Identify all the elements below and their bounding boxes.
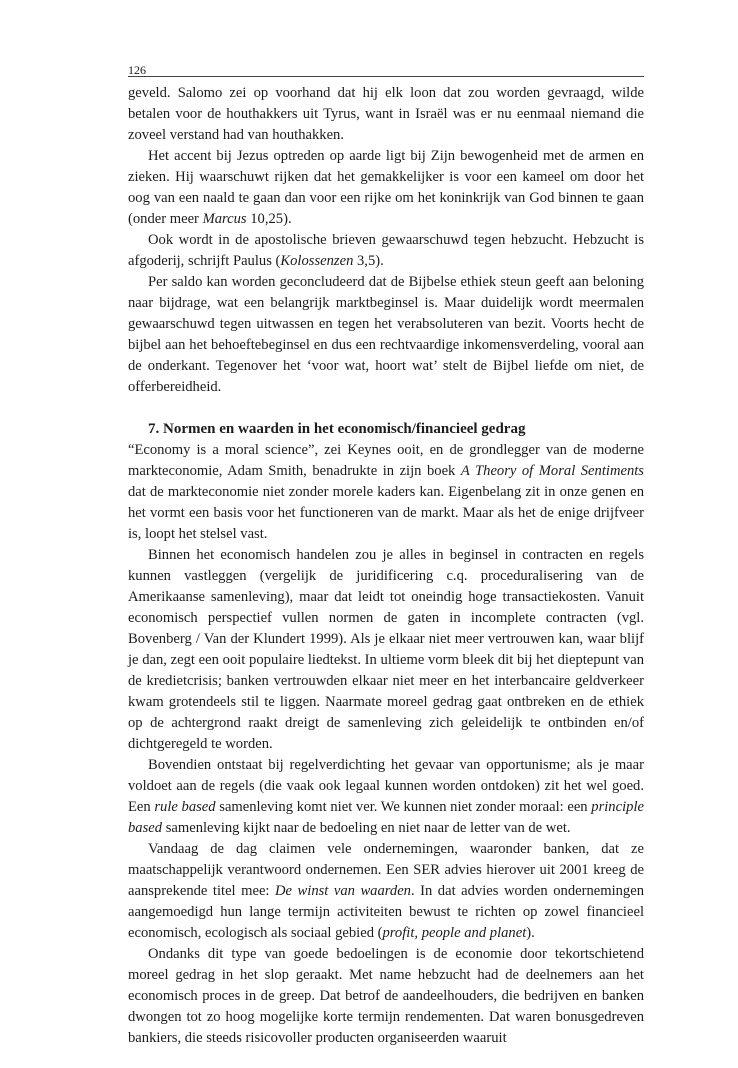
paragraph: [128, 545, 644, 755]
text-run: 3,5).: [353, 253, 384, 269]
text-run: samenleving komt niet ver. We kunnen niet zonder moraal: een: [215, 799, 592, 815]
text-run: Binnen het economisch handelen zou je alles in beginsel in contracten en regels kunnen vastleggen (vergelijk de juridificering c.q. proceduralisering van de Amerikaanse samenleving), maar dat leidt tot oneindig hoge transactiekosten. Vanuit economisch perspectief vullen normen de gaten in incomplete contracten (vgl. Bovenberg / Van der Klundert 1999). Als je elkaar niet meer vertrouwen kan, waar blijf je dan, zegt een ooit populaire liedtekst. In ultieme vorm bleek dit bij het dieptepunt van de kredietcrisis; banken vertrouwden elkaar niet meer en het interbancaire geldverkeer kwam grotendeels stil te liggen. Naarmate moreel gedrag gaat ontbreken en de ethiek op de achtergrond raakt dreigt de samenleving zich geleidelijk te ontbinden en/of dichtgeregeld te worden.: [128, 547, 644, 752]
italic-text: principle based: [128, 799, 644, 836]
text-run: geveld. Salomo zei op voorhand dat hij elk loon dat zou worden gevraagd, wilde betalen voor de houthakkers uit Tyrus, want in Israël was er nu eenmaal niemand die zoveel verstand had van houthakken.: [128, 85, 644, 143]
paragraph: [128, 272, 644, 398]
paragraph: [128, 755, 644, 839]
text-run: Ook wordt in de apostolische brieven gewaarschuwd tegen hebzucht. Hebzucht is afgoderij, schrijft Paulus (: [128, 232, 644, 269]
text-run: dat de markteconomie niet zonder morele kaders kan. Eigenbelang zit in onze genen en het vormt een basis voor het functioneren van de markt. Maar als het de enige drijfveer is, loopt het stelsel vast.: [128, 484, 644, 542]
page-header: [128, 54, 644, 77]
italic-text: De winst van waarden: [275, 883, 411, 899]
text-run: Vandaag de dag claimen vele ondernemingen, waaronder banken, dat ze maatschappelijk verantwoord ondernemen. Een SER advies hierover uit 2001 kreeg de aansprekende titel mee:: [128, 841, 644, 899]
page-number: 126: [128, 63, 146, 77]
section-heading: 7. Normen en waarden in het economisch/financieel gedrag: [148, 421, 526, 437]
paragraph: [128, 230, 644, 272]
italic-text: Marcus: [202, 211, 247, 227]
text-run: samenleving kijkt naar de bedoeling en niet naar de letter van de wet.: [162, 820, 571, 836]
text-run: “Economy is a moral science”, zei Keynes ooit, en de grondlegger van de moderne markteconomie, Adam Smith, benadrukte in zijn boek: [128, 442, 644, 479]
paragraph: [128, 83, 644, 146]
text-run: Het accent bij Jezus optreden op aarde ligt bij Zijn bewogenheid met de armen en zieken. Hij waarschuwt rijken dat het gemakkelijker is voor een kameel om door het oog van een naald te gaan dan voor een rijke om het koninkrijk van God binnen te gaan (onder meer: [128, 148, 644, 227]
text-run: . In dat advies worden ondernemingen aangemoedigd hun lange termijn activiteiten bewust te richten op zowel financieel economisch, ecologisch als sociaal gebied (: [128, 883, 644, 941]
text-run: 10,25).: [246, 211, 292, 227]
text-run: Per saldo kan worden geconcludeerd dat de Bijbelse ethiek steun geeft aan beloning naar bijdrage, wat een belangrijk marktbeginsel is. Maar duidelijk wordt meermalen gewaarschuwd tegen uitwassen en tegen het verabsoluteren van bezit. Voorts hecht de bijbel aan het behoeftebeginsel en dus een rechtvaardige inkomensverdeling, vooral aan de onderkant. Tegenover het ‘voor wat, hoort wat’ stelt de Bijbel liefde om niet, de offerbereidheid.: [128, 274, 644, 395]
italic-text: A Theory of Moral Sentiments: [460, 463, 644, 479]
body-text-top: [128, 83, 644, 398]
paragraph: [128, 440, 644, 545]
text-run: Ondanks dit type van goede bedoelingen is de economie door tekortschietend moreel gedrag in het slop geraakt. Met name hebzucht had de deelnemers aan het economisch proces in de greep. Dat betrof de aandeelhouders, die bedrijven en banken dwongen tot zo hoog mogelijke korte termijn rendementen. Dat waren bonusgedreven bankiers, die steeds risicovoller producten organiseerden waaruit: [128, 946, 644, 1046]
paragraph: [128, 944, 644, 1049]
body-text-bottom: [128, 440, 644, 1049]
text-run: Bovendien ontstaat bij regelverdichting het gevaar van opportunisme; als je maar voldoet aan de regels (die vaak ook legaal kunnen worden ontdoken) zit het wel goed. Een: [128, 757, 644, 815]
document-page: [128, 54, 644, 1049]
text-run: ).: [526, 925, 535, 941]
italic-text: Kolossenzen: [280, 253, 354, 269]
italic-text: rule based: [154, 799, 216, 815]
paragraph: [128, 839, 644, 944]
italic-text: profit, people and planet: [382, 925, 527, 941]
paragraph: [128, 146, 644, 230]
